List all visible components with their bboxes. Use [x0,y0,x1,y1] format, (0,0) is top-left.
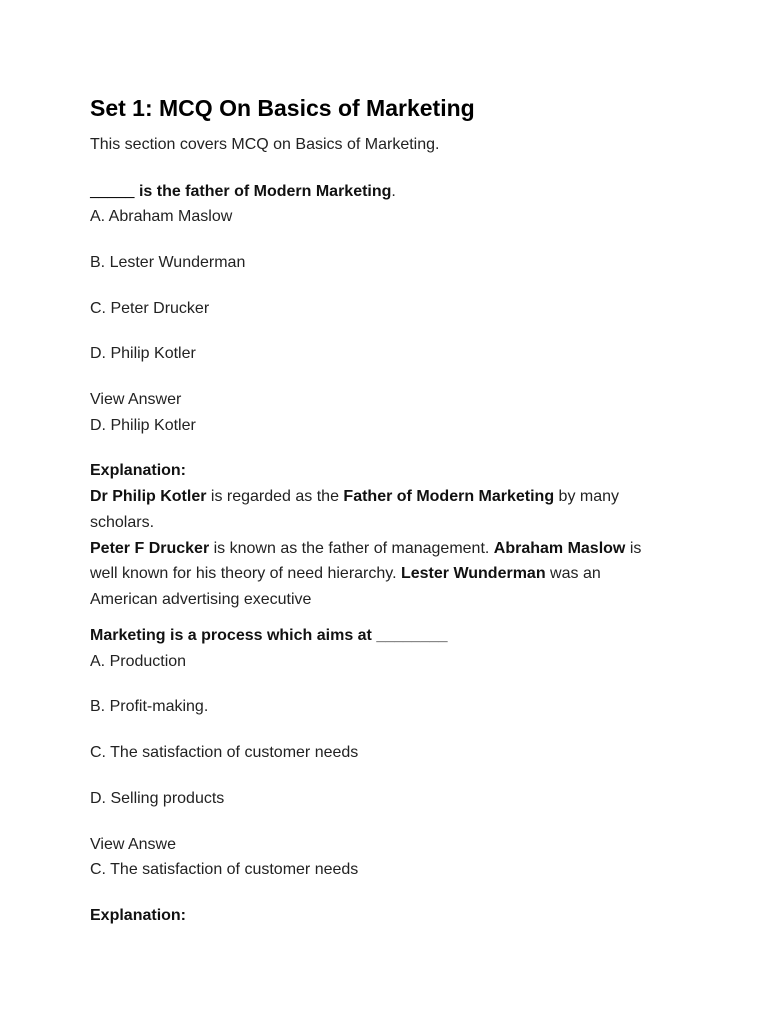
page-title: Set 1: MCQ On Basics of Marketing [90,95,475,121]
question-1-answer: D. Philip Kotler [90,417,196,434]
question-1-option-b: B. Lester Wunderman [90,254,246,271]
question-2-option-b: B. Profit-making. [90,698,209,715]
explanation-line-1 [90,487,619,507]
explanation-bold: Father of Modern Marketing [343,488,555,505]
question-2-text: Marketing is a process which aims at ________ [90,627,448,644]
explanation-text: is [625,540,642,557]
explanation-bold: Abraham Maslow [493,540,626,557]
question-1-blank: _____ [90,183,135,200]
explanation-bold: Dr Philip Kotler [90,488,207,505]
question-2-option-c: C. The satisfaction of customer needs [90,744,359,761]
question-1-option-c: C. Peter Drucker [90,300,210,317]
explanation-bold: Peter F Drucker [90,540,210,557]
explanation-text: by many [554,488,620,505]
question-1-period: . [391,183,396,200]
explanation-label: Explanation: [90,907,187,924]
explanation-line-2: scholars. [90,514,155,531]
question-2-prompt [90,626,448,646]
question-1-text: is the father of Modern Marketing [134,183,392,200]
explanation-text: is regarded as the [206,488,344,505]
question-1-option-d: D. Philip Kotler [90,345,196,362]
explanation-bold: Lester Wunderman [400,565,546,582]
explanation-text: was an [545,565,601,582]
explanation-line-4 [90,564,601,584]
explanation-text: well known for his theory of need hierarchy. [90,565,401,582]
question-2-view-answer[interactable]: View Answe [90,836,176,853]
question-2-option-a: A. Production [90,653,187,670]
question-1-explanation-label [90,461,186,481]
explanation-label: Explanation: [90,462,187,479]
explanation-text: is known as the father of management. [209,540,494,557]
question-2-answer: C. The satisfaction of customer needs [90,861,359,878]
question-2-explanation-label [90,906,186,926]
question-1-view-answer[interactable]: View Answer [90,391,182,408]
explanation-line-5: American advertising executive [90,591,312,608]
question-2-option-d: D. Selling products [90,790,225,807]
intro-text: This section covers MCQ on Basics of Marketing. [90,136,440,153]
explanation-line-3 [90,539,641,559]
question-1-prompt [90,182,396,202]
question-1-option-a: A. Abraham Maslow [90,208,233,225]
